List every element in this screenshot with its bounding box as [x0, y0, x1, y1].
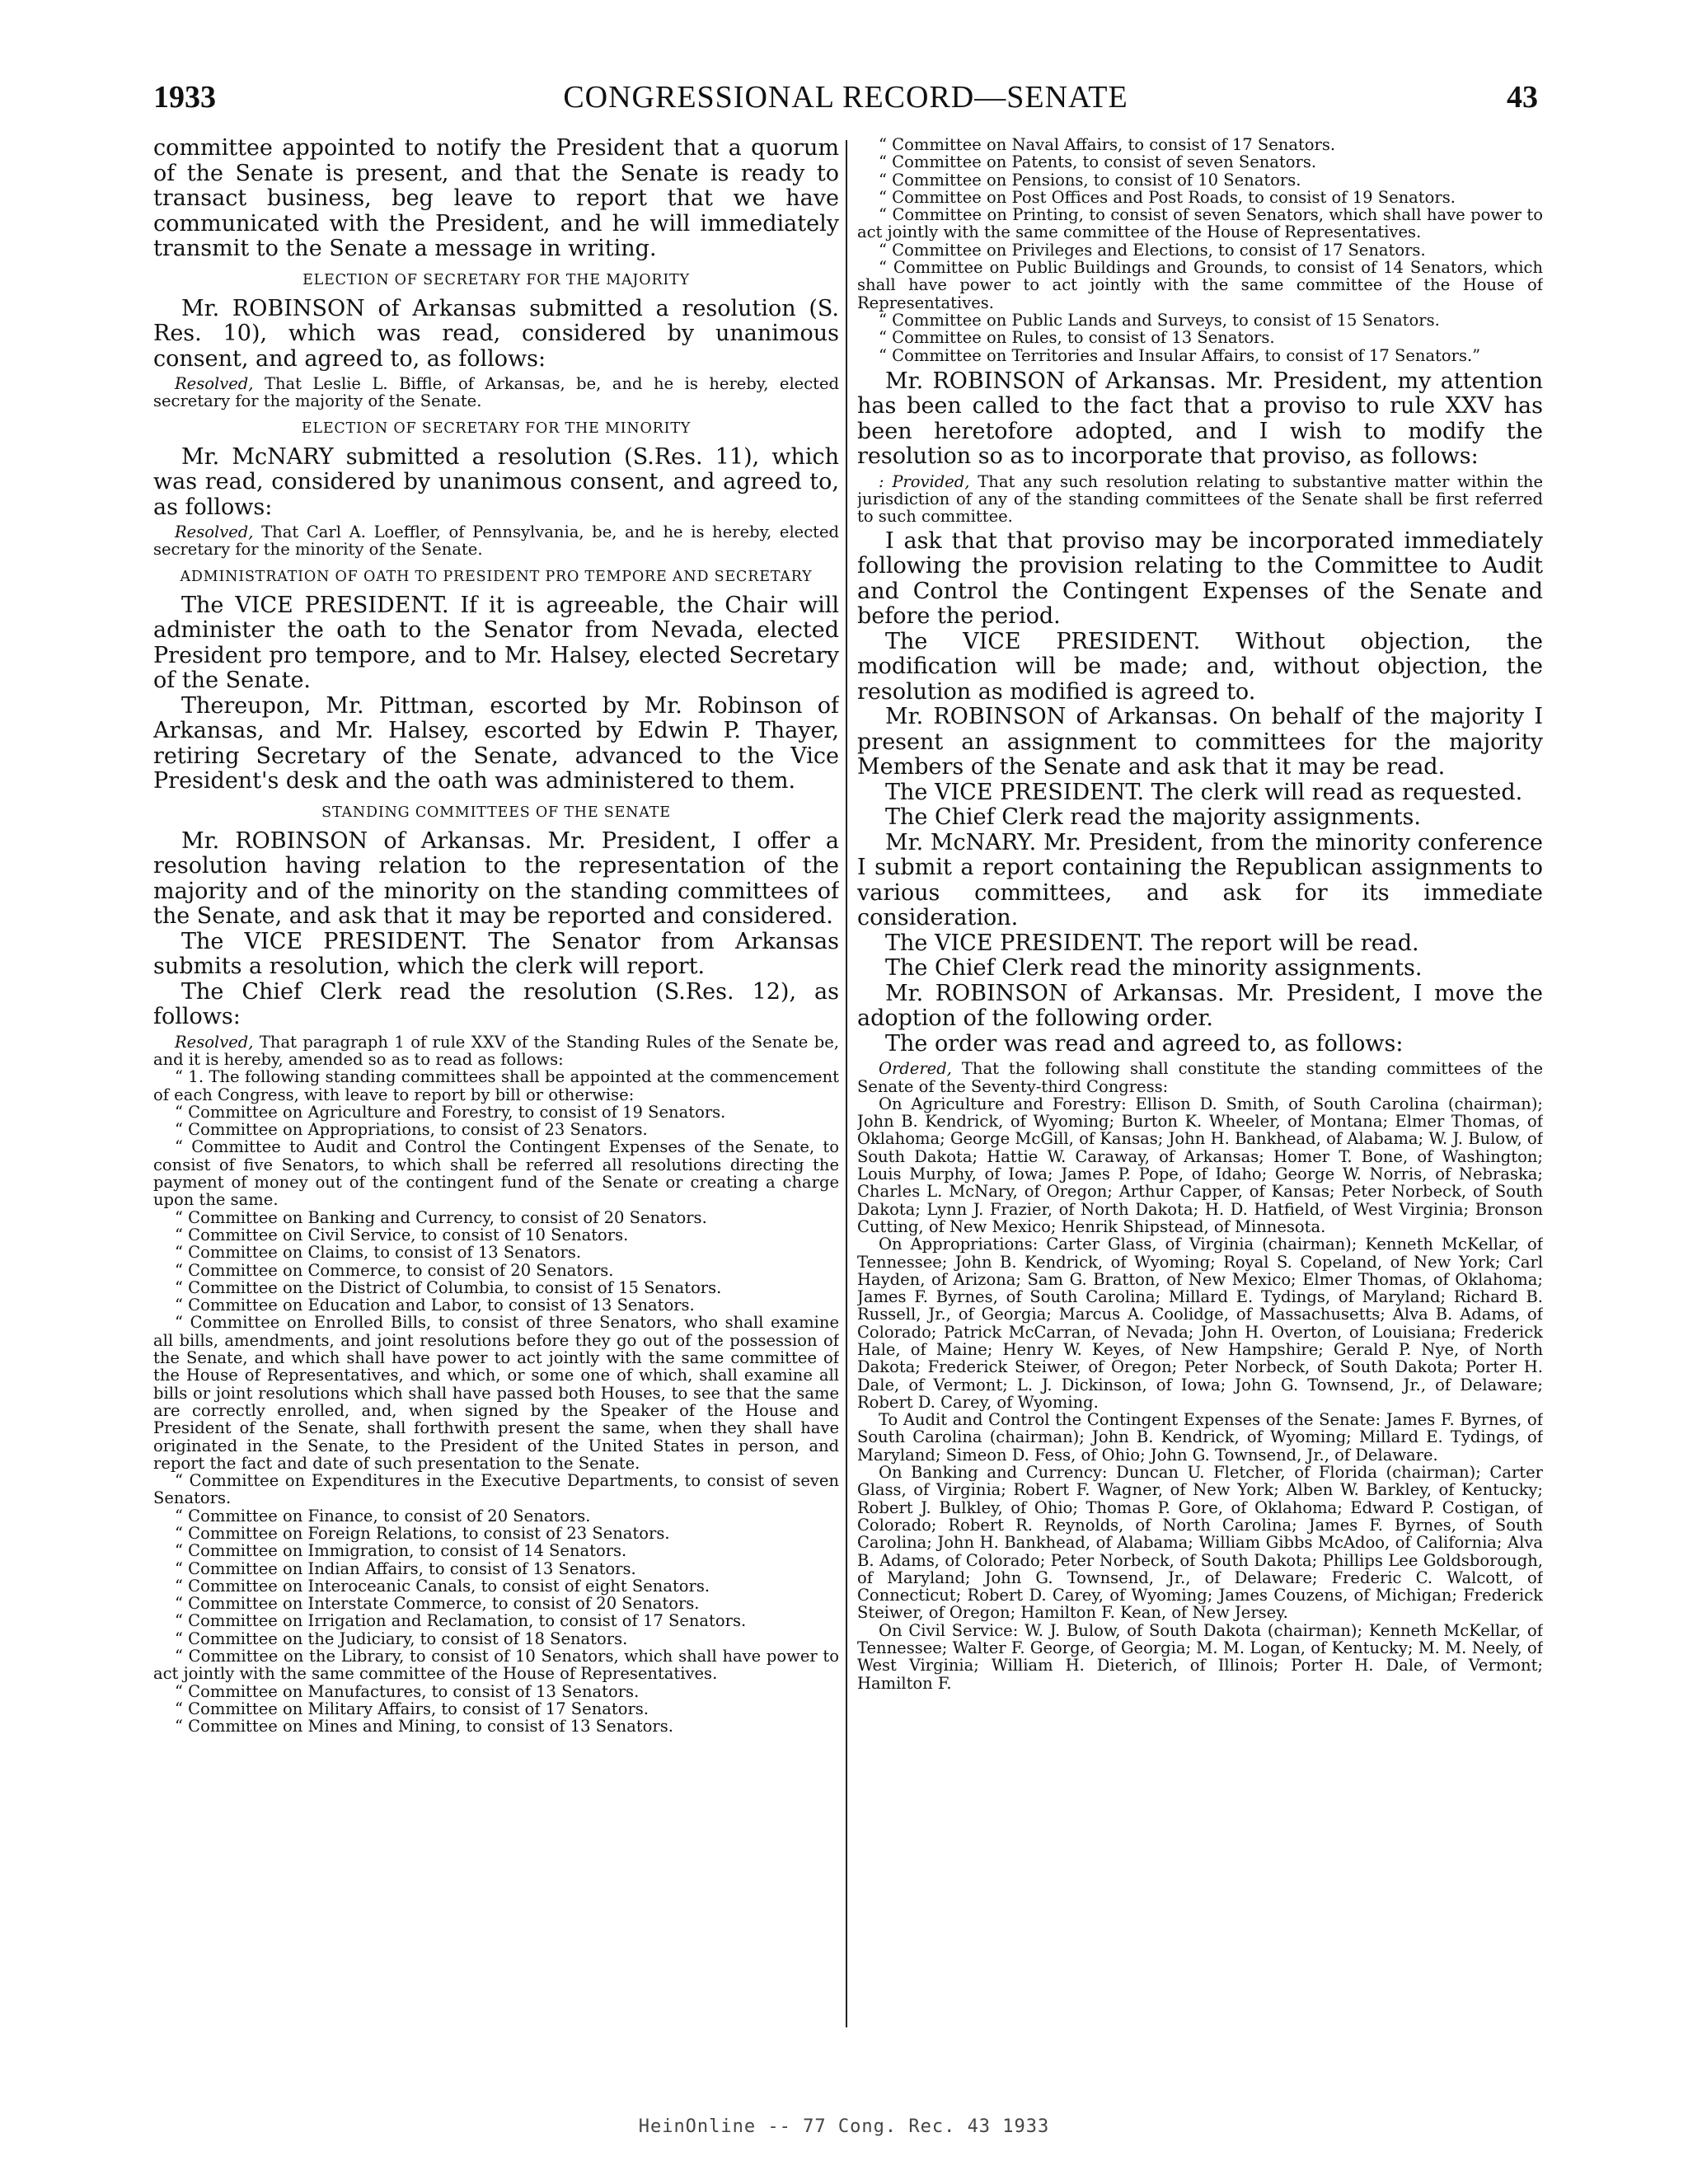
paragraph: The VICE PRESIDENT. If it is agreeable, the Chair will administer the oath to the Senator from Nevada, elected President pro tempore, and to Mr. Halsey, elected Secretary of the Senate. — [153, 592, 839, 694]
committee-item: “ Committee to Audit and Control the Contingent Expenses of the Senate, to consist of five Senators, to which shall be referred all resolutions directing the payment of money out of the contingent fund of the Senate or creating a charge upon the same. — [153, 1137, 839, 1210]
resolution-text: Resolved, That paragraph 1 of rule XXV of the Standing Rules of the Senate be, and it is hereby, amended so as to read as follows: — [153, 1032, 839, 1069]
committee-intro: “ 1. The following standing committees shall be appointed at the commencement of each Congress, with leave to report by bill or otherwise: — [153, 1067, 839, 1104]
assignment-item: To Audit and Control the Contingent Expenses of the Senate: James F. Byrnes, of South Carolina (chairman); John B. Kendrick, of Wyoming; Millard E. Tydings, of Maryland; Simeon D. Fess, of Ohio; John G. Townsend, Jr., of Delaware. — [857, 1410, 1543, 1465]
paragraph: The VICE PRESIDENT. Without objection, the modification will be made; and, without objection, the resolution as modified is agreed to. — [857, 628, 1543, 705]
header-title: CONGRESSIONAL RECORD—SENATE — [563, 80, 1128, 115]
committee-item: “ Committee on Military Affairs, to consist of 17 Senators. — [175, 1699, 649, 1718]
proviso-text: : Provided, That any such resolution relating to substantive matter within the jurisdiction of any of the standing committees of the Senate shall be first referred to such committee. — [857, 471, 1543, 527]
committee-item: “ Committee on Interoceanic Canals, to consist of eight Senators. — [175, 1576, 710, 1596]
committee-item: “ Committee on Finance, to consist of 20 Senators. — [175, 1506, 591, 1526]
assignment-item: On Agriculture and Forestry: Ellison D. Smith, of South Carolina (chairman); John B. Kendrick, of Wyoming; Burton K. Wheeler, of Montana; Elmer Thomas, of Oklahoma; George McGill, of Kansas; John H. Bankhead, of Alabama; W. J. Bulow, of South Dakota; Hattie W. Caraway, of Arkansas; Homer T. Bone, of Washington; Louis Murphy, of Iowa; James P. Pope, of Idaho; George W. Norris, of Nebraska; Charles L. McNary, of Oregon; Arthur Capper, of Kansas; Peter Norbeck, of South Dakota; Lynn J. Frazier, of North Dakota; H. D. Hatfield, of West Virginia; Bronson Cutting, of New Mexico; Henrik Shipstead, of Minnesota. — [857, 1094, 1543, 1236]
committee-item: “ Committee on Commerce, to consist of 20 Senators. — [175, 1260, 614, 1280]
committee-item: “ Committee on the District of Columbia, to consist of 15 Senators. — [175, 1277, 722, 1297]
committee-item: “ Committee on the Judiciary, to consist of 18 Senators. — [175, 1629, 628, 1648]
paragraph: The Chief Clerk read the majority assignments. — [885, 804, 1421, 831]
committee-item: “ Committee on Printing, to consist of seven Senators, which shall have power to act jointly with the same committee of the House of Representatives. — [857, 205, 1543, 242]
paragraph: Thereupon, Mr. Pittman, escorted by Mr. Robinson of Arkansas, and Mr. Halsey, escorted by Edwin P. Thayer, retiring Secretary of the Senate, advanced to the Vice President's desk and the oath was administered to them. — [153, 692, 839, 794]
paragraph: Mr. ROBINSON of Arkansas. On behalf of the majority I present an assignment to committees for the majority Members of the Senate and ask that it may be read. — [857, 704, 1543, 780]
assignment-item: On Banking and Currency: Duncan U. Fletcher, of Florida (chairman); Carter Glass, of Virginia; Robert F. Wagner, of New York; Alben W. Barkley, of Kentucky; Robert J. Bulkley, of Ohio; Thomas P. Gore, of Oklahoma; Edward P. Costigan, of Colorado; Robert R. Reynolds, of North Carolina; James F. Byrnes, of South Carolina; John H. Bankhead, of Alabama; William Gibbs McAdoo, of California; Alva B. Adams, of Colorado; Peter Norbeck, of South Dakota; Phillips Lee Goldsborough, of Maryland; John G. Townsend, Jr., of Delaware; Frederic C. Walcott, of Connecticut; Robert D. Carey, of Wyoming; James Couzens, of Michigan; Frederick Steiwer, of Oregon; Hamilton F. Kean, of New Jersey. — [857, 1463, 1543, 1623]
paragraph: Mr. McNARY submitted a resolution (S.Res. 11), which was read, considered by unanimous consent, and agreed to, as follows: — [153, 443, 839, 520]
page-header — [153, 79, 1538, 125]
committee-item: “ Committee on Civil Service, to consist of 10 Senators. — [175, 1225, 629, 1244]
column-divider — [846, 140, 847, 2027]
committee-item: “ Committee on Mines and Mining, to consist of 13 Senators. — [175, 1717, 673, 1736]
paragraph: Mr. McNARY. Mr. President, from the minority conference I submit a report containing the Republican assignments to various committees, and ask for its immediate consideration. — [857, 829, 1543, 931]
resolution-text: Resolved, That Carl A. Loeffler, of Pennsylvania, be, and he is hereby, elected secretary for the minority of the Senate. — [153, 523, 839, 560]
assignment-item: On Civil Service: W. J. Bulow, of South Dakota (chairman); Kenneth McKellar, of Tennessee; Walter F. George, of Georgia; M. M. Logan, of Kentucky; M. M. Neely, of West Virginia; William H. Dieterich, of Illinois; Porter H. Dale, of Vermont; Hamilton F. — [857, 1620, 1543, 1693]
committee-item: “ Committee on Appropriations, to consist of 23 Senators. — [175, 1120, 648, 1140]
committee-item: “ Committee on Public Buildings and Grounds, to consist of 14 Senators, which shall have power to act jointly with the same committee of the House of Representatives. — [857, 258, 1543, 312]
committee-item: “ Committee on Privileges and Elections, to consist of 17 Senators. — [879, 240, 1426, 260]
committee-item: “ Committee on Territories and Insular Affairs, to consist of 17 Senators.” — [879, 345, 1481, 365]
paragraph: The Chief Clerk read the minority assignments. — [885, 955, 1423, 982]
order-label: Ordered, — [879, 1059, 952, 1079]
header-page-number: 43 — [1507, 80, 1538, 115]
committee-item: “ Committee on Pensions, to consist of 10 Senators. — [879, 170, 1301, 190]
paragraph: The VICE PRESIDENT. The Senator from Arkansas submits a resolution, which the clerk will report. — [153, 928, 839, 980]
paragraph: The order was read and agreed to, as follows: — [885, 1030, 1404, 1057]
committee-item: “ Committee on Manufactures, to consist of 13 Senators. — [175, 1681, 640, 1701]
section-heading: ELECTION OF SECRETARY FOR THE MAJORITY — [302, 271, 690, 288]
committee-item: “ Committee on the Library, to consist of 10 Senators, which shall have power to act jointly with the same committee of the House of Representatives. — [153, 1647, 839, 1684]
paragraph: The VICE PRESIDENT. The report will be read. — [885, 930, 1419, 956]
right-column — [857, 136, 1543, 2048]
paragraph: Mr. ROBINSON of Arkansas. Mr. President, my attention has been called to the fact that a proviso to rule XXV has been heretofore adopted, and I wish to modify the resolution so as to incorporate that proviso, as follows: — [857, 368, 1543, 470]
assignment-item: On Appropriations: Carter Glass, of Virginia (chairman); Kenneth McKellar, of Tennessee; John B. Kendrick, of Wyoming; Royal S. Copeland, of New York; Carl Hayden, of Arizona; Sam G. Bratton, of New Mexico; Elmer Thomas, of Oklahoma; James F. Byrnes, of South Carolina; Millard E. Tydings, of Maryland; Richard B. Russell, Jr., of Georgia; Marcus A. Coolidge, of Massachusetts; Alva B. Adams, of Colorado; Patrick McCarran, of Nevada; John H. Overton, of Louisiana; Frederick Hale, of Maine; Henry W. Keyes, of New Hampshire; Gerald P. Nye, of North Dakota; Frederick Steiwer, of Oregon; Peter Norbeck, of South Dakota; Porter H. Dale, of Vermont; L. J. Dickinson, of Iowa; John G. Townsend, Jr., of Delaware; Robert D. Carey, of Wyoming. — [857, 1235, 1543, 1412]
committee-item: “ Committee on Naval Affairs, to consist of 17 Senators. — [879, 136, 1336, 154]
proviso-label: : Provided, — [879, 471, 970, 491]
paragraph: The Chief Clerk read the resolution (S.Res. 12), as follows: — [153, 978, 839, 1030]
committee-item: “ Committee on Post Offices and Post Roads, to consist of 19 Senators. — [879, 187, 1456, 207]
paragraph: committee appointed to notify the President that a quorum of the Senate is present, and that the Senate is ready to transact business, beg leave to report that we have communicated with the President, and he will immediately transmit to the Senate a message in writing. — [153, 136, 839, 261]
committee-item: “ Committee on Public Lands and Surveys, to consist of 15 Senators. — [879, 310, 1440, 330]
paragraph: I ask that that proviso may be incorporated immediately following the provision relating to the Committee to Audit and Control the Contingent Expenses of the Senate and before the period. — [857, 527, 1543, 630]
committee-item: “ Committee on Indian Affairs, to consist of 13 Senators. — [175, 1558, 636, 1578]
committee-item: “ Committee on Education and Labor, to consist of 13 Senators. — [175, 1296, 695, 1315]
committee-item: “ Committee on Agriculture and Forestry, to consist of 19 Senators. — [175, 1102, 726, 1122]
order-text: Ordered, That the following shall constitute the standing committees of the Senate of the Seventy-third Congress: — [857, 1059, 1543, 1096]
paragraph: Mr. ROBINSON of Arkansas. Mr. President, I offer a resolution having relation to the representation of the majority and of the minority on the standing committees of the Senate, and ask that it may be reported and considered. — [153, 827, 839, 930]
committee-item: “ Committee on Expenditures in the Executive Departments, to consist of seven Senators. — [153, 1471, 839, 1508]
paragraph: The VICE PRESIDENT. The clerk will read as requested. — [885, 779, 1523, 805]
committee-item: “ Committee on Foreign Relations, to consist of 23 Senators. — [175, 1524, 670, 1543]
committee-item: “ Committee on Irrigation and Reclamation, to consist of 17 Senators. — [175, 1611, 747, 1631]
source-footer: HeinOnline -- 77 Cong. Rec. 43 1933 — [638, 2116, 1050, 2137]
section-heading: ADMINISTRATION OF OATH TO PRESIDENT PRO TEMPORE AND SECRETARY — [180, 568, 813, 585]
resolution-label: Resolved, — [175, 374, 254, 393]
committee-item: “ Committee on Immigration, to consist of 14 Senators. — [175, 1541, 627, 1561]
paragraph: Mr. ROBINSON of Arkansas. Mr. President, I move the adoption of the following order. — [857, 980, 1543, 1032]
committee-item: “ Committee on Enrolled Bills, to consist of three Senators, who shall examine all bills, amendments, and joint resolutions before they go out of the possession of the Senate, and which shall have power to act jointly with the same committee of the House of Representatives, and which, or some one of which, shall examine all bills or joint resolutions which shall have passed both Houses, to see that the same are correctly enrolled, and, when signed by the Speaker of the House and President of the Senate, shall forthwith present the same, when they shall have originated in the Senate, to the President of the United States in person, and report the fact and date of such presentation to the Senate. — [153, 1313, 839, 1473]
section-heading: STANDING COMMITTEES OF THE SENATE — [321, 804, 671, 821]
committee-item: “ Committee on Interstate Commerce, to consist of 20 Senators. — [175, 1594, 700, 1614]
committee-item: “ Committee on Banking and Currency, to consist of 20 Senators. — [175, 1207, 707, 1227]
committee-item: “ Committee on Patents, to consist of seven Senators. — [879, 152, 1317, 172]
paragraph: Mr. ROBINSON of Arkansas submitted a resolution (S. Res. 10), which was read, considered by unanimous consent, and agreed to, as follows: — [153, 295, 839, 372]
header-year: 1933 — [153, 80, 216, 115]
resolution-text: Resolved, That Leslie L. Biffle, of Arkansas, be, and he is hereby, elected secretary for the majority of the Senate. — [153, 374, 839, 411]
resolution-label: Resolved, — [175, 1032, 254, 1052]
committee-item: “ Committee on Rules, to consist of 13 Senators. — [879, 328, 1275, 348]
committee-item: “ Committee on Claims, to consist of 13 Senators. — [175, 1243, 582, 1263]
section-heading: ELECTION OF SECRETARY FOR THE MINORITY — [301, 419, 692, 437]
left-column — [153, 136, 839, 1736]
resolution-label: Resolved, — [175, 523, 254, 542]
